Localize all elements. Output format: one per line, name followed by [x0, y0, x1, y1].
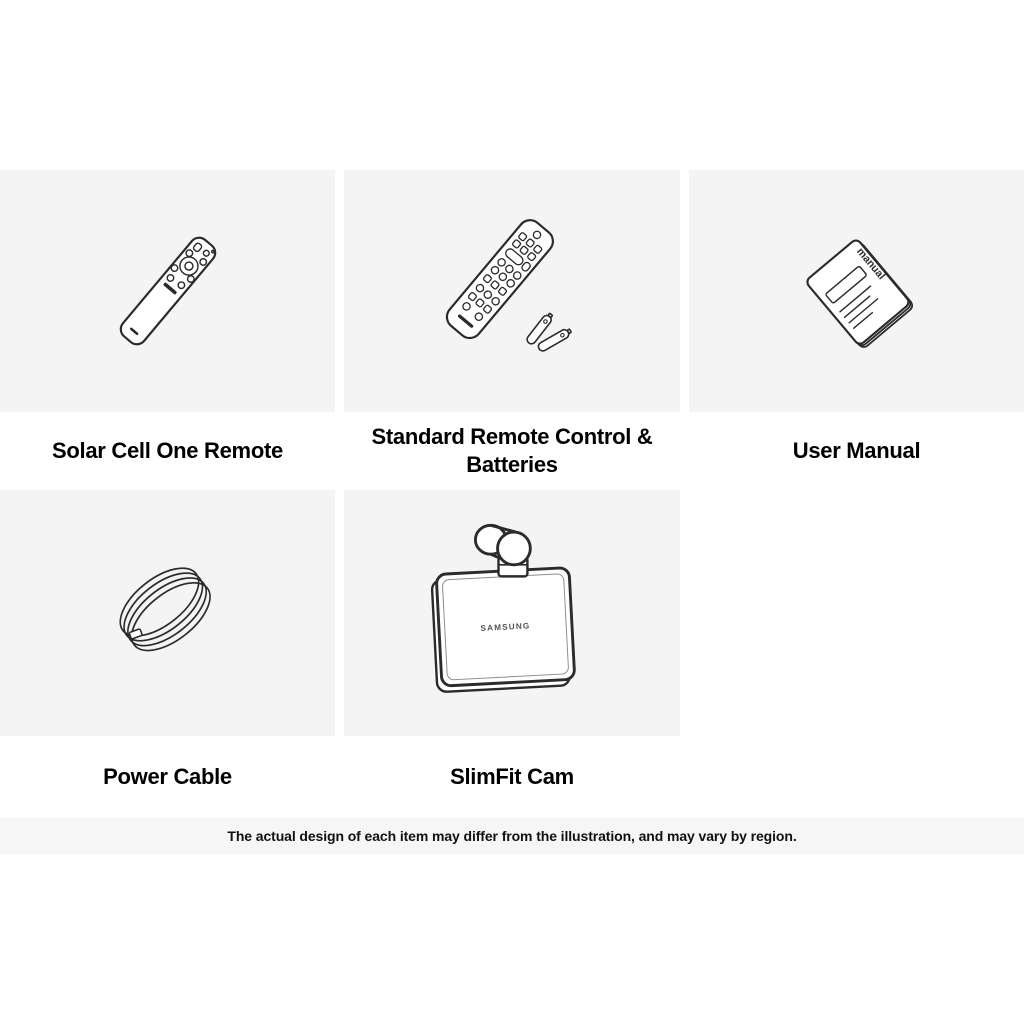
item-card-slimfit-cam [344, 490, 680, 818]
item-tile [0, 170, 335, 412]
item-tile [344, 490, 680, 736]
item-tile [689, 170, 1024, 412]
standard-remote-batteries-illustration [428, 207, 596, 375]
item-label: SlimFit Cam [450, 763, 574, 789]
item-tile [0, 490, 335, 736]
item-card-solar-remote [0, 170, 335, 490]
slimfit-cam-illustration [406, 507, 618, 719]
items-grid [0, 170, 1024, 818]
samsung-logo-text: SAMSUNG [480, 621, 531, 634]
solar-remote-illustration [92, 215, 244, 367]
power-cable-illustration [87, 532, 249, 694]
item-tile [344, 170, 680, 412]
item-label: Solar Cell One Remote [52, 437, 283, 463]
disclaimer-text: The actual design of each item may differ from the illustration, and may vary by region. [227, 828, 797, 844]
item-card-user-manual [689, 170, 1024, 490]
disclaimer-bar [0, 818, 1024, 854]
item-label: Power Cable [103, 763, 232, 789]
item-label: User Manual [792, 437, 921, 463]
item-card-standard-remote [344, 170, 680, 490]
user-manual-illustration [782, 216, 932, 366]
manual-cover-text: manual [853, 245, 887, 283]
item-card-power-cable [0, 490, 335, 818]
item-label: Standard Remote Control & Batteries [371, 423, 653, 477]
